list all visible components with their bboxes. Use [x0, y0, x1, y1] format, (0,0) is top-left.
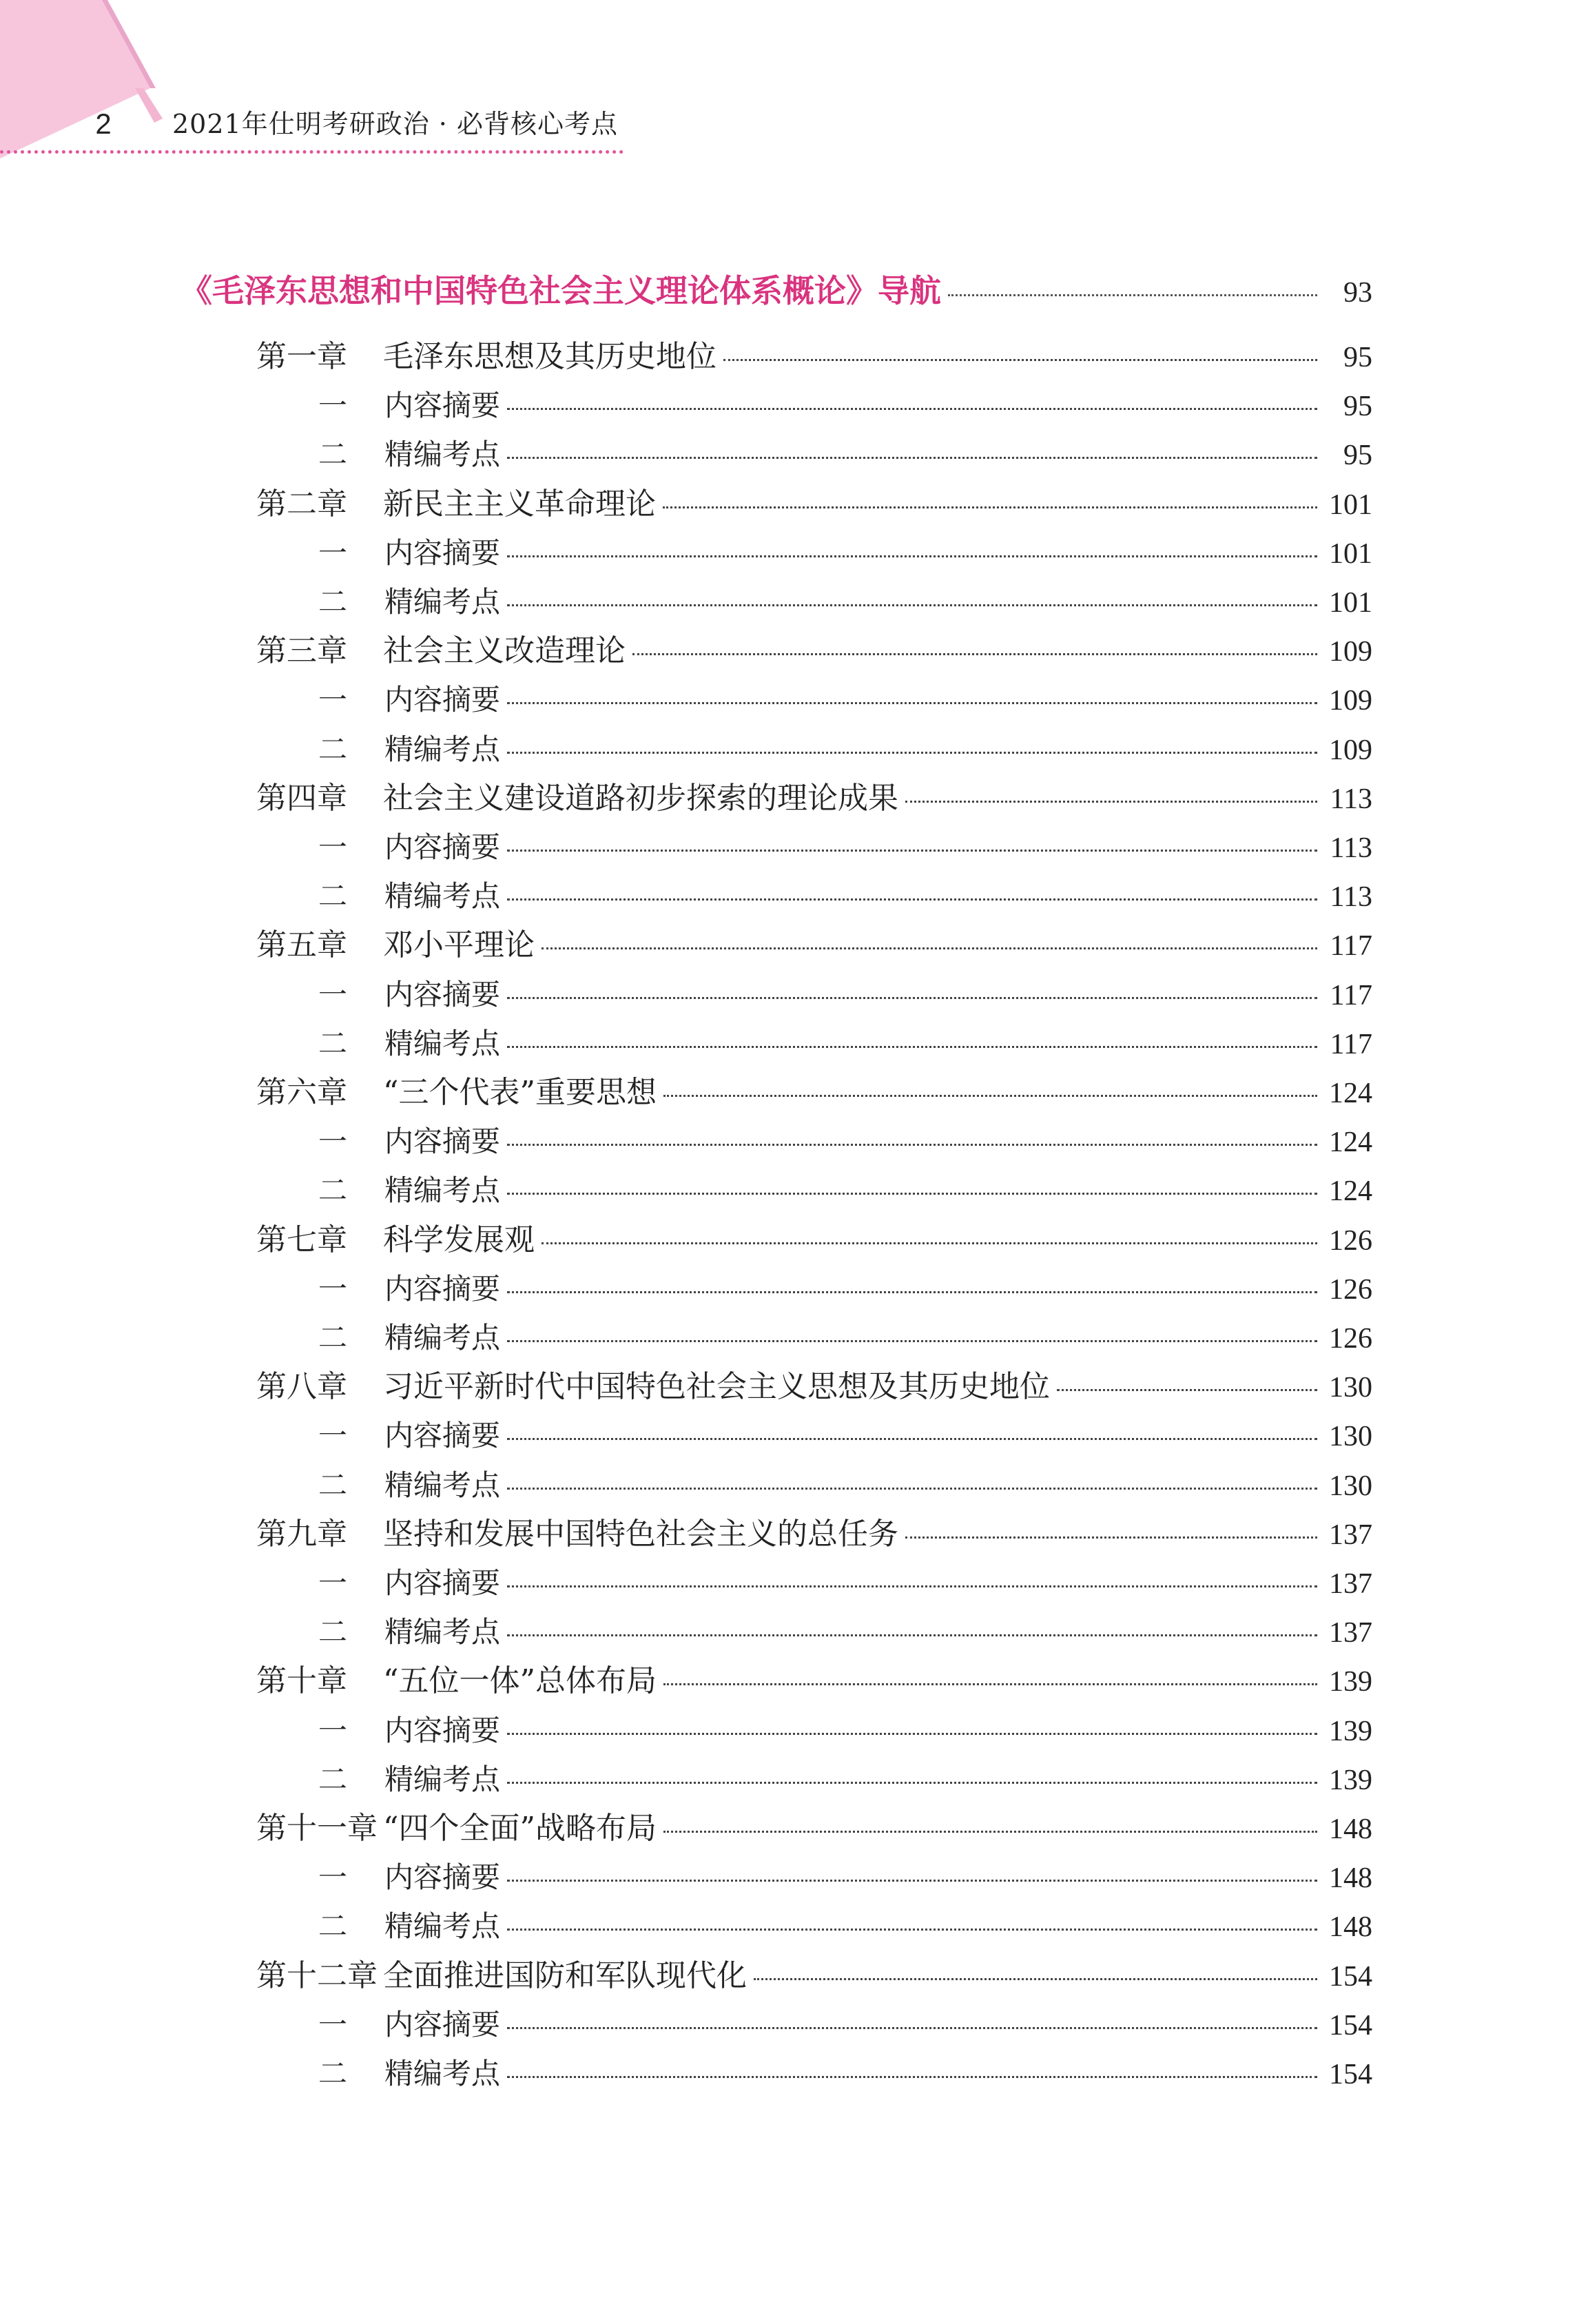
dot-leader: [754, 1978, 1317, 1980]
dot-leader: [507, 997, 1317, 999]
toc-section-entry[interactable]: [318, 582, 1372, 624]
page-number-ref: 95: [1343, 342, 1372, 373]
chapter-number: 第六章: [256, 1075, 347, 1110]
dot-leader: [507, 702, 1317, 704]
page-number-ref: 124: [1329, 1175, 1372, 1207]
chapter-number: 第十二章: [256, 1958, 378, 1993]
chapter-number: 第三章: [256, 633, 347, 668]
page-number-ref: 117: [1330, 930, 1372, 962]
dot-leader: [507, 1144, 1317, 1146]
chapter-number: 第四章: [256, 781, 347, 816]
page-number-ref: 148: [1329, 1911, 1372, 1943]
dot-leader: [663, 1683, 1317, 1685]
dot-leader: [723, 359, 1317, 361]
toc-section-entry[interactable]: [318, 533, 1372, 575]
section-number: 一: [318, 2008, 348, 2042]
toc-chapter-entry[interactable]: [256, 1955, 1372, 1997]
page-number-ref: 137: [1329, 1519, 1372, 1551]
section-number: 二: [318, 438, 348, 471]
dot-leader: [507, 1340, 1317, 1342]
dot-leader: [663, 1831, 1317, 1833]
page-number-ref: 130: [1329, 1421, 1372, 1452]
toc-chapter-entry[interactable]: [256, 484, 1372, 526]
chapter-title: “五位一体”总体布局: [383, 1663, 657, 1698]
section-number: 二: [318, 1468, 348, 1502]
section-title: 内容摘要: [384, 536, 501, 570]
dot-leader: [542, 947, 1317, 949]
chapter-title: 邓小平理论: [383, 927, 535, 963]
chapter-title: “三个代表”重要思想: [383, 1075, 657, 1110]
toc-chapter-entry[interactable]: [256, 1660, 1372, 1703]
page-number-ref: 113: [1330, 832, 1372, 864]
page-number-ref: 95: [1343, 440, 1372, 471]
section-number: 二: [318, 585, 348, 619]
toc-section-entry[interactable]: [318, 974, 1372, 1016]
dot-leader: [663, 1095, 1317, 1097]
toc-chapter-entry[interactable]: [256, 1072, 1372, 1114]
section-number: 二: [318, 732, 348, 766]
chapter-title: 习近平新时代中国特色社会主义思想及其历史地位: [383, 1369, 1050, 1404]
section-title: 精编考点: [384, 732, 501, 766]
dot-leader: [507, 1585, 1317, 1587]
section-number: 一: [318, 978, 348, 1011]
chapter-title: 科学发展观: [383, 1222, 535, 1257]
section-number: 二: [318, 2057, 348, 2090]
section-title: 内容摘要: [384, 1124, 501, 1158]
chapter-number: 第十一章: [256, 1811, 378, 1846]
page-number-ref: 117: [1330, 980, 1372, 1011]
section-title: 精编考点: [384, 1321, 501, 1355]
dot-leader: [663, 506, 1317, 508]
page-number-ref: 124: [1329, 1078, 1372, 1109]
section-number: 一: [318, 1419, 348, 1452]
section-title: 精编考点: [384, 438, 501, 471]
section-title: 精编考点: [384, 1468, 501, 1502]
page-number-ref: 124: [1329, 1127, 1372, 1158]
section-number: 一: [318, 536, 348, 570]
toc-chapter-entry[interactable]: [256, 925, 1372, 967]
dot-leader: [507, 604, 1317, 606]
section-title: 内容摘要: [384, 830, 501, 864]
toc-section-entry[interactable]: [318, 1268, 1372, 1310]
dot-leader: [905, 1536, 1317, 1539]
toc-section-entry[interactable]: [318, 1170, 1372, 1212]
dot-leader: [507, 1193, 1317, 1195]
page-number: 2: [95, 107, 112, 140]
dot-leader: [632, 653, 1317, 655]
section-title: 内容摘要: [384, 2008, 501, 2042]
page-number-ref: 101: [1329, 489, 1372, 521]
section-number: 二: [318, 1762, 348, 1796]
toc-chapter-entry[interactable]: [256, 1220, 1372, 1262]
running-header-title: 2021年仕明考研政治 · 必背核心考点: [172, 109, 618, 139]
header-dotted-rule: [0, 150, 623, 154]
dot-leader: [507, 1733, 1317, 1735]
page-number-ref: 109: [1329, 636, 1372, 668]
dot-leader: [507, 1488, 1317, 1490]
dot-leader: [905, 801, 1317, 803]
section-number: 一: [318, 389, 348, 422]
toc-section-entry[interactable]: [318, 729, 1372, 771]
chapter-number: 第二章: [256, 486, 347, 522]
section-number: 一: [318, 1860, 348, 1894]
page-number-ref: 109: [1329, 685, 1372, 717]
page-number-ref: 139: [1329, 1765, 1372, 1796]
dot-leader: [507, 898, 1317, 901]
section-number: 一: [318, 1124, 348, 1158]
toc-part-entry[interactable]: [181, 270, 1372, 313]
section-title: 内容摘要: [384, 683, 501, 717]
toc-chapter-entry[interactable]: [256, 630, 1372, 672]
dot-leader: [507, 1929, 1317, 1931]
section-number: 一: [318, 830, 348, 864]
toc-chapter-entry[interactable]: [256, 336, 1372, 378]
dot-leader: [1057, 1389, 1317, 1391]
section-title: 内容摘要: [384, 1272, 501, 1306]
page-number-ref: 137: [1329, 1568, 1372, 1600]
section-title: 精编考点: [384, 1027, 501, 1060]
chapter-title: 毛泽东思想及其历史地位: [383, 339, 716, 374]
dot-leader: [507, 555, 1317, 557]
toc-section-entry[interactable]: [318, 1857, 1372, 1899]
page-number-ref: 130: [1329, 1372, 1372, 1403]
toc-section-entry[interactable]: [318, 1906, 1372, 1948]
section-number: 一: [318, 1272, 348, 1306]
toc-chapter-entry[interactable]: [256, 1808, 1372, 1850]
chapter-title: 新民主主义革命理论: [383, 486, 656, 522]
section-title: 精编考点: [384, 1615, 501, 1649]
dot-leader: [542, 1242, 1317, 1244]
toc-section-entry[interactable]: [318, 2053, 1372, 2095]
page-number-ref: 95: [1343, 391, 1372, 422]
toc-chapter-entry[interactable]: [256, 1514, 1372, 1556]
toc-section-entry[interactable]: [318, 679, 1372, 721]
section-number: 一: [318, 1714, 348, 1747]
section-number: 二: [318, 1615, 348, 1649]
toc-section-entry[interactable]: [318, 1415, 1372, 1457]
toc-chapter-entry[interactable]: [256, 1366, 1372, 1408]
section-title: 精编考点: [384, 2057, 501, 2090]
page-number-ref: 101: [1329, 538, 1372, 570]
toc-section-entry[interactable]: [318, 1023, 1372, 1065]
chapter-title: 社会主义建设道路初步探索的理论成果: [383, 781, 898, 816]
toc-section-entry[interactable]: [318, 1759, 1372, 1801]
dot-leader: [507, 1782, 1317, 1784]
dot-leader: [507, 1880, 1317, 1882]
page-number-ref: 154: [1329, 2059, 1372, 2090]
page-number-ref: 126: [1329, 1225, 1372, 1257]
dot-leader: [507, 2027, 1317, 2029]
dot-leader: [507, 457, 1317, 459]
section-title: 内容摘要: [384, 1419, 501, 1452]
toc-section-entry[interactable]: [318, 385, 1372, 427]
dot-leader: [507, 2076, 1317, 2078]
section-title: 内容摘要: [384, 389, 501, 422]
dot-leader: [507, 1438, 1317, 1440]
toc-chapter-entry[interactable]: [256, 778, 1372, 820]
toc-section-entry[interactable]: [318, 2004, 1372, 2046]
chapter-number: 第九章: [256, 1516, 347, 1552]
part-page-number: 93: [1343, 277, 1372, 309]
chapter-number: 第五章: [256, 927, 347, 963]
dot-leader: [948, 294, 1317, 296]
dot-leader: [507, 1291, 1317, 1293]
part-title: 《毛泽东思想和中国特色社会主义理论体系概论》导航: [181, 272, 941, 309]
page-number-ref: 113: [1330, 881, 1372, 913]
section-title: 精编考点: [384, 1909, 501, 1943]
chapter-number: 第一章: [256, 339, 347, 374]
toc-section-entry[interactable]: [318, 434, 1372, 476]
section-title: 精编考点: [384, 879, 501, 913]
dot-leader: [507, 850, 1317, 852]
toc-section-entry[interactable]: [318, 1465, 1372, 1507]
toc-section-entry[interactable]: [318, 1612, 1372, 1654]
chapter-number: 第十章: [256, 1663, 347, 1698]
toc-section-entry[interactable]: [318, 876, 1372, 918]
section-title: 精编考点: [384, 1762, 501, 1796]
chapter-number: 第七章: [256, 1222, 347, 1257]
section-number: 二: [318, 1321, 348, 1355]
page-number-ref: 148: [1329, 1862, 1372, 1894]
section-title: 内容摘要: [384, 1566, 501, 1600]
page-number-ref: 154: [1329, 2010, 1372, 2042]
section-title: 内容摘要: [384, 1860, 501, 1894]
chapter-number: 第八章: [256, 1369, 347, 1404]
section-number: 二: [318, 1173, 348, 1207]
section-number: 二: [318, 879, 348, 913]
toc-section-entry[interactable]: [318, 1710, 1372, 1752]
section-number: 二: [318, 1027, 348, 1060]
page-number-ref: 126: [1329, 1274, 1372, 1306]
page-number-ref: 148: [1329, 1813, 1372, 1845]
section-title: 内容摘要: [384, 1714, 501, 1747]
dot-leader: [507, 1634, 1317, 1636]
page-number-ref: 137: [1329, 1617, 1372, 1649]
dot-leader: [507, 752, 1317, 754]
toc-section-entry[interactable]: [318, 1121, 1372, 1163]
section-number: 二: [318, 1909, 348, 1943]
page-number-ref: 139: [1329, 1716, 1372, 1747]
toc-section-entry[interactable]: [318, 827, 1372, 869]
toc-section-entry[interactable]: [318, 1563, 1372, 1605]
chapter-title: “四个全面”战略布局: [383, 1811, 657, 1846]
dot-leader: [507, 408, 1317, 410]
chapter-title: 社会主义改造理论: [383, 633, 626, 668]
page-number-ref: 154: [1329, 1961, 1372, 1993]
page-number-ref: 109: [1329, 734, 1372, 766]
page-number-ref: 113: [1330, 783, 1372, 815]
page-number-ref: 130: [1329, 1470, 1372, 1502]
toc-section-entry[interactable]: [318, 1317, 1372, 1359]
dot-leader: [507, 1046, 1317, 1048]
chapter-title: 坚持和发展中国特色社会主义的总任务: [383, 1516, 898, 1552]
page-number-ref: 139: [1329, 1666, 1372, 1698]
section-title: 精编考点: [384, 585, 501, 619]
page-number-ref: 101: [1329, 587, 1372, 619]
section-number: 一: [318, 683, 348, 717]
page-number-ref: 126: [1329, 1323, 1372, 1355]
section-number: 一: [318, 1566, 348, 1600]
page-number-ref: 117: [1330, 1029, 1372, 1060]
section-title: 内容摘要: [384, 978, 501, 1011]
chapter-title: 全面推进国防和军队现代化: [383, 1958, 747, 1993]
section-title: 精编考点: [384, 1173, 501, 1207]
